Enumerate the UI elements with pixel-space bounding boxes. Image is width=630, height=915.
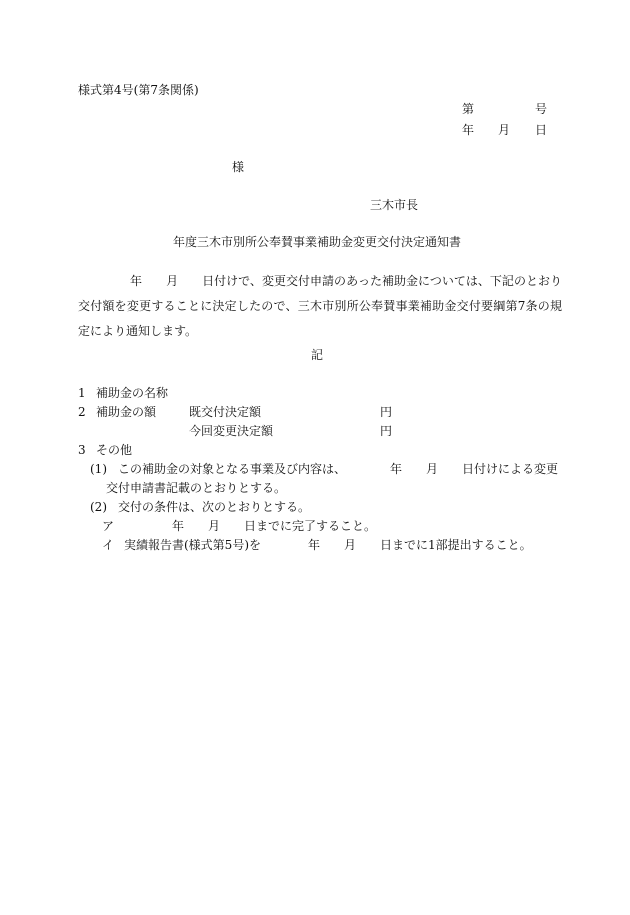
curr-decision-unit: 円 bbox=[380, 424, 393, 438]
sub-1-number: (1) bbox=[90, 462, 107, 476]
doc-date-month: 月 bbox=[498, 123, 511, 137]
item-b-month: 月 bbox=[344, 538, 357, 552]
doc-date-year: 年 bbox=[462, 123, 475, 137]
item-a-mark: ア bbox=[102, 519, 115, 533]
record-heading: 記 bbox=[311, 348, 324, 362]
item-a-text: 日までに完了すること。 bbox=[244, 519, 377, 533]
item-1-label: 補助金の名称 bbox=[96, 386, 169, 400]
item-a-year: 年 bbox=[172, 519, 185, 533]
sub-1-text-a: この補助金の対象となる事業及び内容は、 bbox=[118, 462, 347, 476]
body-text: 日付けで、変更交付申請のあった補助金については、下記のとおり交付額を変更することに決定したので、三木市別所公奉賛事業補助金交付要綱第7条の規定により通知します。 bbox=[78, 274, 562, 338]
addressee-suffix: 様 bbox=[232, 160, 245, 174]
item-3-number: 3 bbox=[78, 443, 86, 457]
item-a-month: 月 bbox=[208, 519, 221, 533]
body-paragraph bbox=[78, 269, 562, 344]
item-b-year: 年 bbox=[308, 538, 321, 552]
item-1-number: 1 bbox=[78, 386, 86, 400]
item-b-text-b: 日までに1部提出すること。 bbox=[380, 538, 532, 552]
doc-date-day: 日 bbox=[535, 123, 548, 137]
item-2-number: 2 bbox=[78, 405, 86, 419]
sub-1-year: 年 bbox=[390, 462, 403, 476]
form-label: 様式第4号(第7条関係) bbox=[78, 83, 199, 97]
sub-2-number: (2) bbox=[90, 500, 107, 514]
prev-decision-label: 既交付決定額 bbox=[189, 405, 262, 419]
sub-1-month: 月 bbox=[426, 462, 439, 476]
body-year: 年 bbox=[130, 274, 143, 288]
issuer: 三木市長 bbox=[370, 198, 419, 212]
curr-decision-label: 今回変更決定額 bbox=[189, 424, 274, 438]
sub-2-text: 交付の条件は、次のとおりとする。 bbox=[118, 500, 311, 514]
sub-1-text-b: 日付けによる変更 bbox=[462, 462, 559, 476]
document-title: 年度三木市別所公奉賛事業補助金変更交付決定通知書 bbox=[173, 235, 462, 249]
body-month: 月 bbox=[166, 274, 179, 288]
item-b-mark: イ bbox=[102, 538, 115, 552]
doc-number-suffix: 号 bbox=[535, 102, 548, 116]
item-b-text-a: 実績報告書(様式第5号)を bbox=[124, 538, 261, 552]
item-3-label: その他 bbox=[96, 443, 133, 457]
prev-decision-unit: 円 bbox=[380, 405, 393, 419]
doc-number-prefix: 第 bbox=[462, 102, 475, 116]
item-2-label: 補助金の額 bbox=[96, 405, 157, 419]
sub-1-text-c: 交付申請書記載のとおりとする。 bbox=[106, 481, 287, 495]
